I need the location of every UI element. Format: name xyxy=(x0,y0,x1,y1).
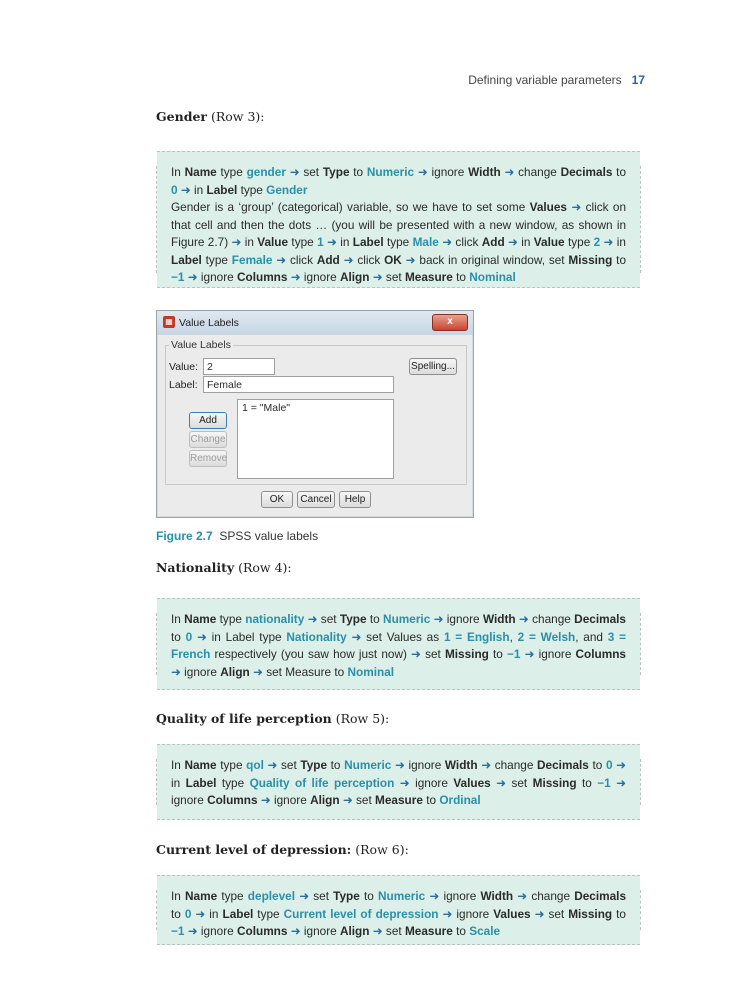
label-input[interactable]: Female xyxy=(203,376,394,393)
section-title: Defining variable parameters xyxy=(468,73,622,87)
qol-instructions-box xyxy=(157,744,640,820)
nationality-heading: Nationality (Row 4): xyxy=(156,560,292,575)
spelling-button[interactable]: Spelling... xyxy=(409,358,457,375)
nationality-instructions-text: In Name type nationality ➜ set Type to Numeric ➜ ignore Width ➜ change Decimals to 0 ➜ in Label type Nationality ➜ set Values as 1 = English, 2 = Welsh, and 3 = French respectively (you saw how just now) ➜ set Missing to −1 ➜ ignore Columns ➜ ignore Align ➜ set Measure to Nominal xyxy=(171,612,627,679)
gender-heading: Gender (Row 3): xyxy=(156,109,265,124)
list-item[interactable]: 1 = "Male" xyxy=(242,402,291,414)
qol-heading: Quality of life perception (Row 5): xyxy=(156,711,390,726)
change-button[interactable]: Change xyxy=(189,431,227,448)
help-button[interactable]: Help xyxy=(339,491,371,508)
gender-instructions-box xyxy=(157,151,640,288)
dialog-title-bar xyxy=(157,311,473,335)
ok-button[interactable]: OK xyxy=(261,491,293,508)
nationality-instructions-box xyxy=(157,598,640,690)
figure-caption xyxy=(156,529,318,543)
page-number: 17 xyxy=(631,73,645,87)
figure-number: Figure 2.7 xyxy=(156,529,213,543)
label-label: Label: xyxy=(169,379,198,391)
deplevel-instructions-box xyxy=(157,875,640,945)
value-label: Value: xyxy=(169,361,198,373)
gender-instructions-text: In Name type gender ➜ set Type to Numeric ➜ ignore Width ➜ change Decimals to 0 ➜ in Label type Gender Gender is a ‘group’ (categorical) variable, so we have to set some Values ➜ click on that cell and then the dots … (you will be presented with a new window, as shown in Figure 2.7) ➜ in Value type 1 ➜ in Label type Male ➜ click Add ➜ in Value type 2 ➜ in Label type Female ➜ click Add ➜ click OK ➜ back in original window, set Missing to −1 ➜ ignore Columns ➜ ignore Align ➜ set Measure to Nominal xyxy=(171,165,627,284)
add-button[interactable]: Add xyxy=(189,412,227,429)
cancel-button[interactable]: Cancel xyxy=(297,491,335,508)
deplevel-instructions-text: In Name type deplevel ➜ set Type to Numeric ➜ ignore Width ➜ change Decimals to 0 ➜ in Label type Current level of depression ➜ ignore Values ➜ set Missing to −1 ➜ ignore Columns ➜ ignore Align ➜ set Measure to Scale xyxy=(171,889,627,938)
value-input[interactable]: 2 xyxy=(203,358,275,375)
close-button[interactable]: x xyxy=(432,314,468,331)
group-label: Value Labels xyxy=(171,339,231,351)
figure-caption-text: SPSS value labels xyxy=(219,529,319,543)
qol-instructions-text: In Name type qol ➜ set Type to Numeric ➜ ignore Width ➜ change Decimals to 0 ➜ in Label type Quality of life perception ➜ ignore Values ➜ set Missing to −1 ➜ ignore Columns ➜ ignore Align ➜ set Measure to Ordinal xyxy=(171,758,627,807)
remove-button[interactable]: Remove xyxy=(189,450,227,467)
running-head xyxy=(440,73,645,87)
value-labels-list[interactable] xyxy=(237,399,394,479)
spss-app-icon: ▦ xyxy=(163,316,175,328)
deplevel-heading: Current level of depression: (Row 6): xyxy=(156,842,409,857)
value-labels-dialog xyxy=(156,310,474,518)
dialog-title: Value Labels xyxy=(179,317,239,329)
